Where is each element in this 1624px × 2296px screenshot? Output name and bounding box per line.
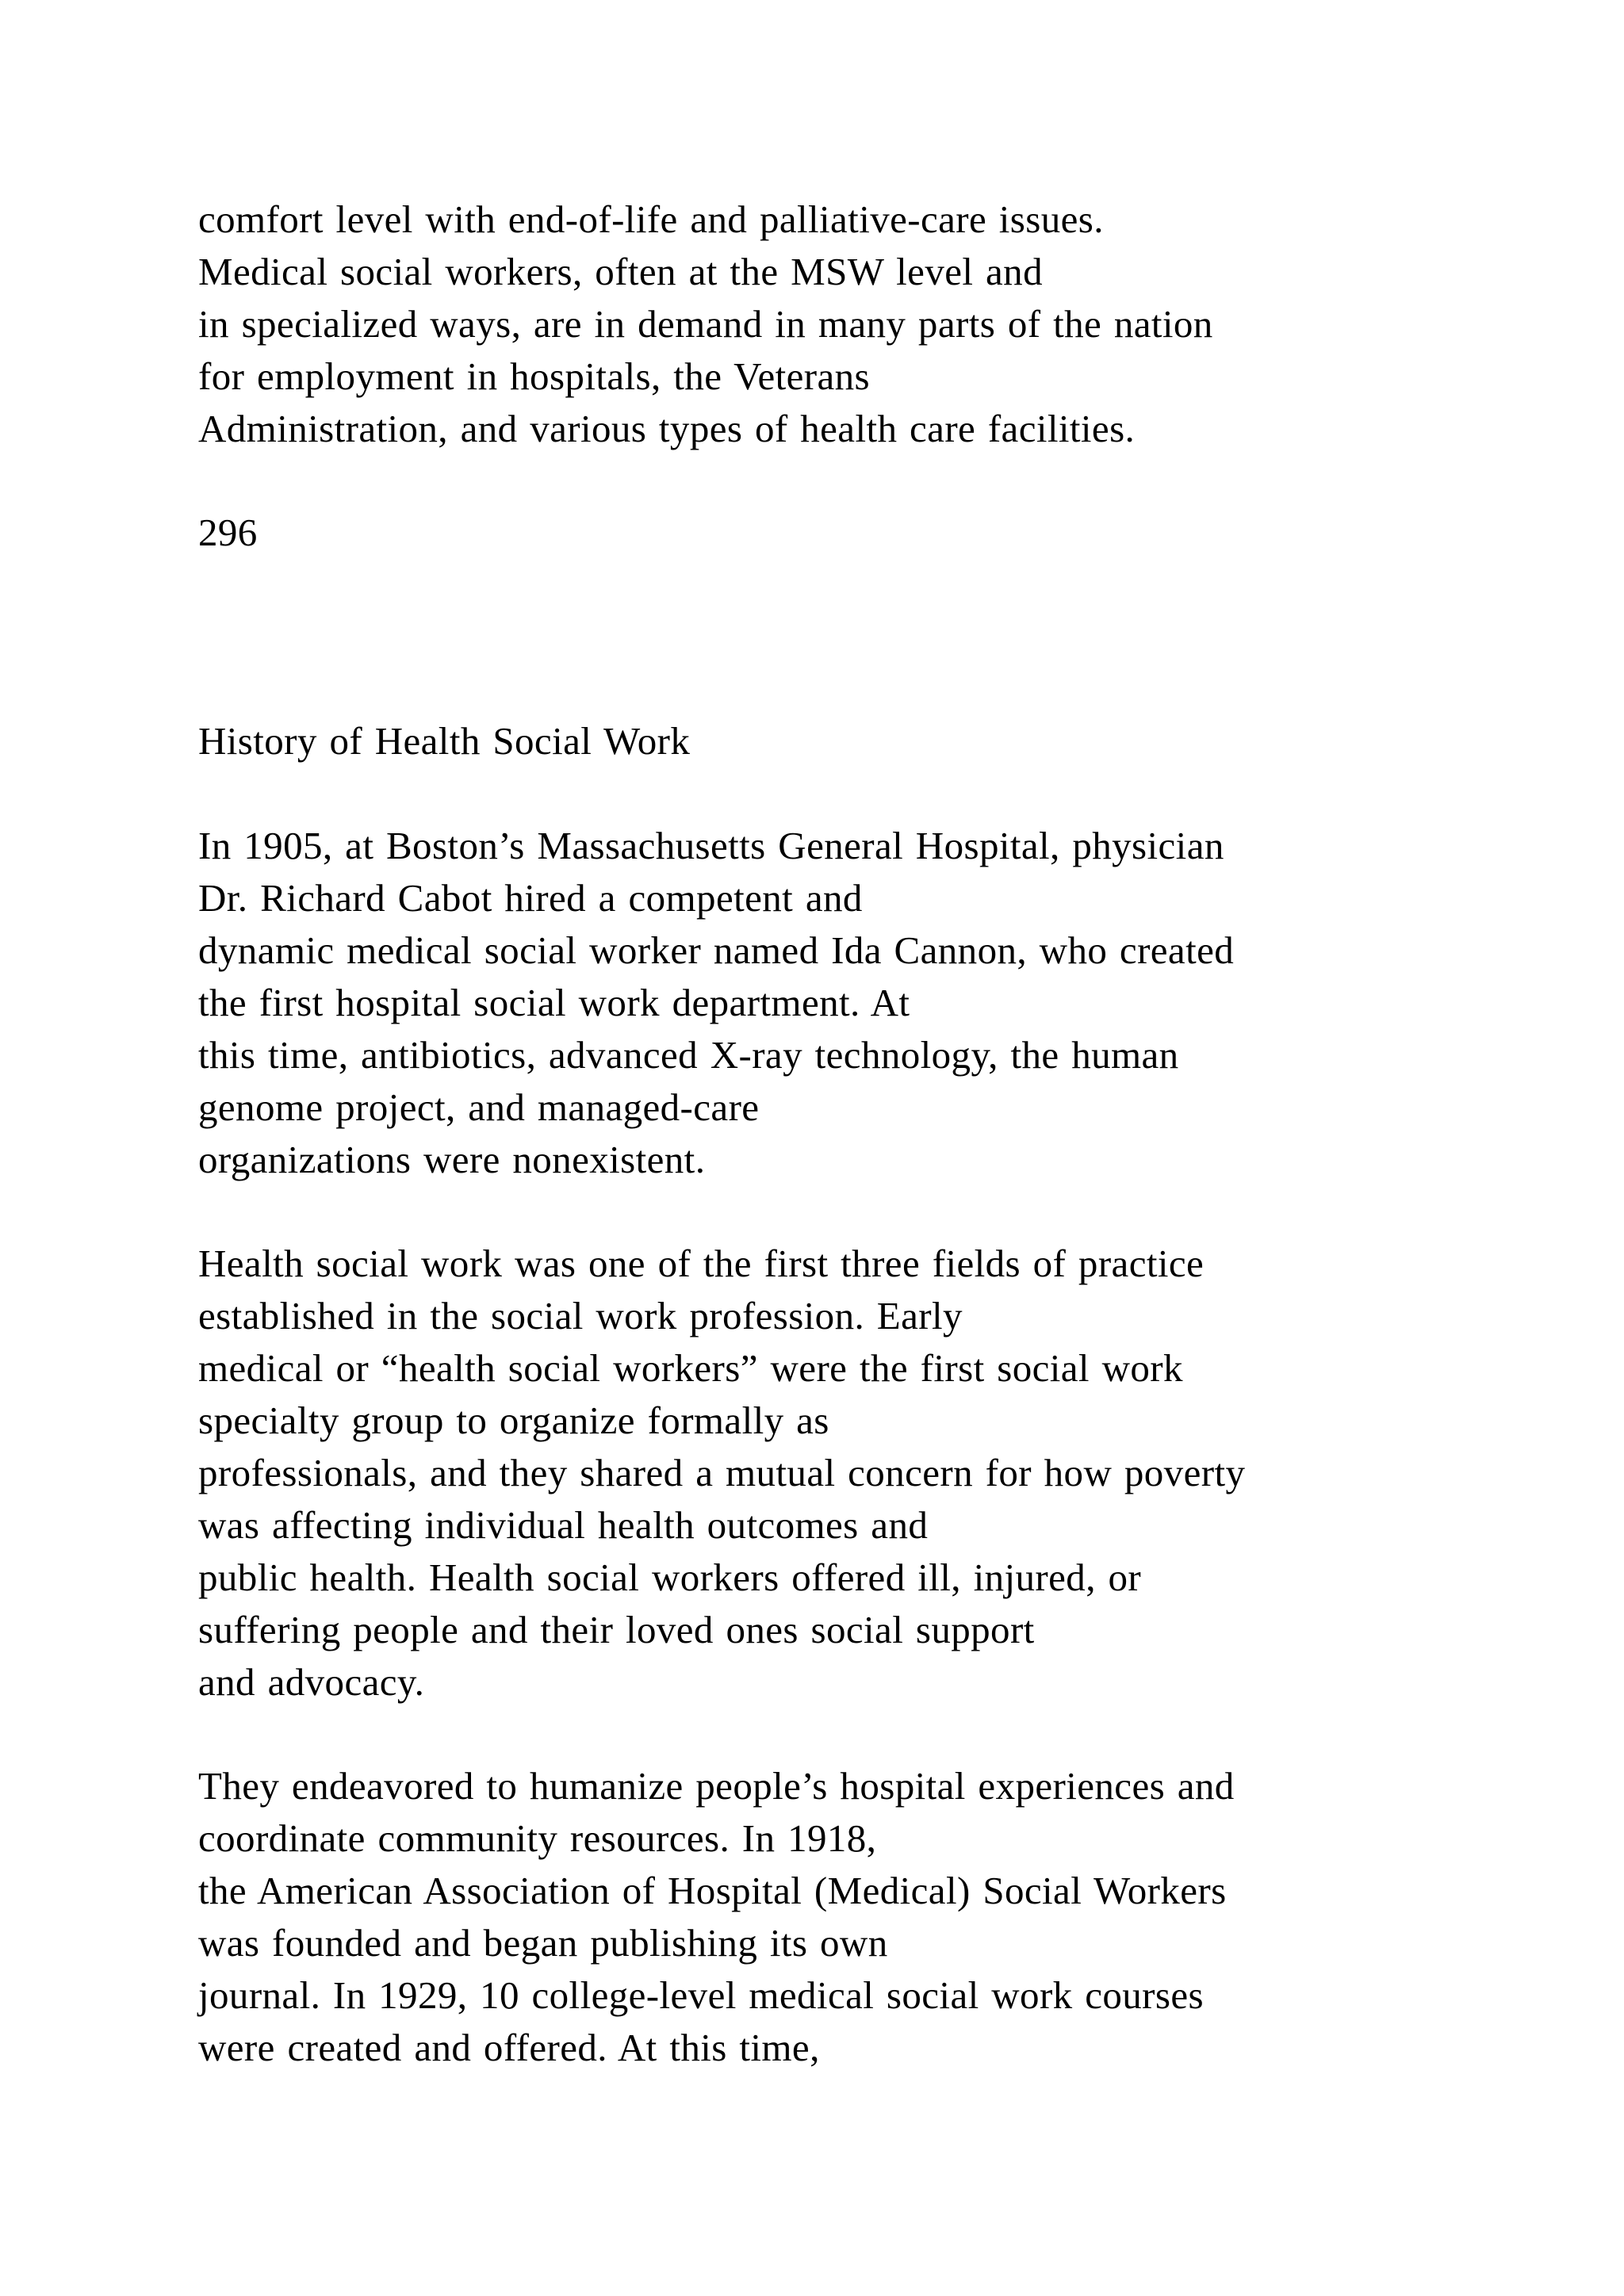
paragraph-line: coordinate community resources. In 1918,: [198, 1816, 877, 1860]
paragraph-1: [198, 820, 1546, 1186]
paragraph-2: [198, 1238, 1546, 1709]
paragraph-line: Dr. Richard Cabot hired a competent and: [198, 876, 863, 920]
paragraph-line: Health social work was one of the first three fields of practice: [198, 1242, 1205, 1285]
paragraph-line: In 1905, at Boston’s Massachusetts General Hospital, physician: [198, 824, 1224, 867]
paragraph-line: this time, antibiotics, advanced X-ray technology, the human: [198, 1033, 1179, 1077]
paragraph-line: They endeavored to humanize people’s hospital experiences and: [198, 1764, 1235, 1808]
paragraph-line: were created and offered. At this time,: [198, 2026, 820, 2069]
intro-line: for employment in hospitals, the Veterans: [198, 354, 871, 398]
intro-line: Medical social workers, often at the MSW level and: [198, 250, 1043, 293]
paragraph-line: medical or “health social workers” were the first social work: [198, 1346, 1183, 1390]
paragraph-line: genome project, and managed-care: [198, 1085, 760, 1129]
paragraph-line: was founded and began publishing its own: [198, 1921, 888, 1965]
intro-paragraph: [198, 193, 1546, 455]
paragraph-line: established in the social work profession. Early: [198, 1294, 963, 1337]
paragraph-line: the American Association of Hospital (Medical) Social Workers: [198, 1869, 1227, 1912]
paragraph-3: [198, 1760, 1546, 2074]
intro-line: comfort level with end-of-life and palliative-care issues.: [198, 197, 1104, 241]
paragraph-line: and advocacy.: [198, 1660, 425, 1704]
paragraph-line: organizations were nonexistent.: [198, 1138, 706, 1181]
paragraph-line: the first hospital social work department. At: [198, 981, 910, 1024]
intro-line: in specialized ways, are in demand in many parts of the nation: [198, 302, 1213, 346]
section-heading: History of Health Social Work: [198, 719, 691, 763]
page-number: 296: [198, 511, 258, 554]
paragraph-line: professionals, and they shared a mutual concern for how poverty: [198, 1451, 1246, 1494]
paragraph-line: suffering people and their loved ones social support: [198, 1608, 1035, 1651]
paragraph-line: public health. Health social workers offered ill, injured, or: [198, 1556, 1142, 1599]
paragraph-line: dynamic medical social worker named Ida Cannon, who created: [198, 928, 1235, 972]
paragraph-line: specialty group to organize formally as: [198, 1399, 829, 1442]
intro-line: Administration, and various types of health care facilities.: [198, 407, 1136, 450]
paragraph-line: journal. In 1929, 10 college-level medical social work courses: [198, 1973, 1204, 2017]
paragraph-line: was affecting individual health outcomes and: [198, 1503, 929, 1547]
